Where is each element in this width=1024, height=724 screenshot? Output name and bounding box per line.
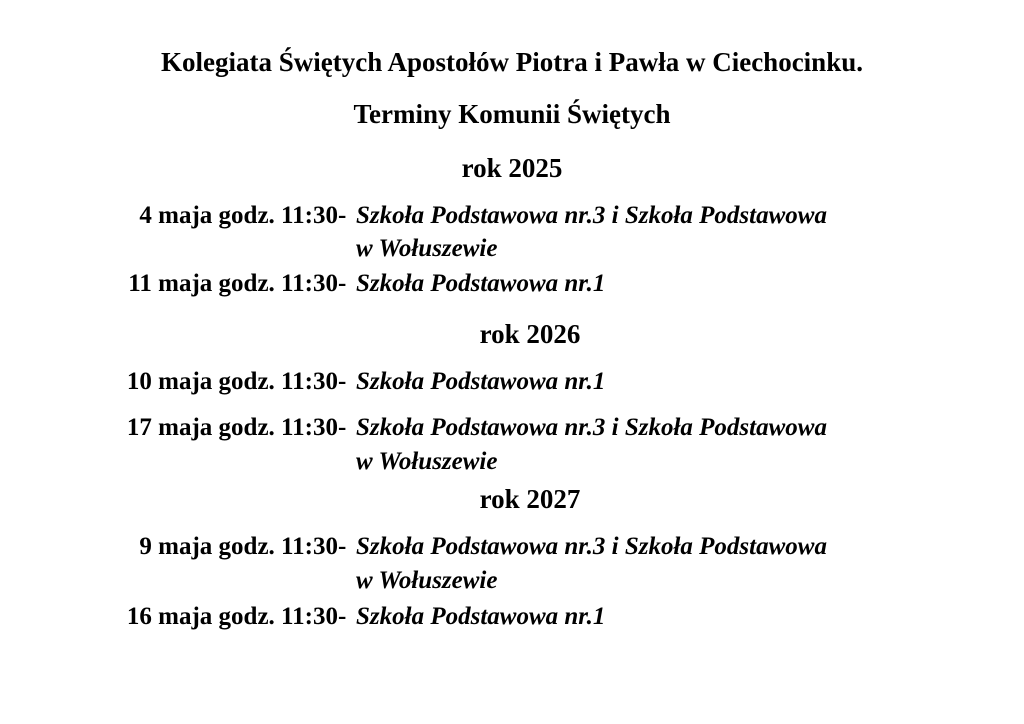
schedule-entry: [0, 202, 1024, 236]
document-title: Kolegiata Świętych Apostołów Piotra i Pawła w Ciechocinku.: [161, 47, 863, 77]
entry-school-continuation: w Wołuszewie: [356, 567, 498, 594]
entry-date: 4 maja godz. 11:30: [139, 202, 338, 229]
schedule-entry: [0, 603, 1024, 637]
entry-dash: -: [338, 270, 347, 297]
entry-school: Szkoła Podstawowa nr.1: [356, 603, 606, 630]
entry-school: Szkoła Podstawowa nr.3 i Szkoła Podstawowa: [356, 202, 827, 229]
entry-date: 9 maja godz. 11:30: [139, 533, 338, 560]
entry-school-continuation: w Wołuszewie: [356, 235, 498, 262]
entry-date: 11 maja godz. 11:30: [128, 270, 338, 297]
entry-dash: -: [338, 603, 347, 630]
year-heading-2026: rok 2026: [479, 319, 581, 349]
entry-dash: -: [338, 368, 347, 395]
year-heading-2025: rok 2025: [461, 153, 563, 183]
entry-date: 17 maja godz. 11:30: [126, 414, 338, 441]
document-subtitle: Terminy Komunii Świętych: [353, 99, 671, 129]
entry-dash: -: [338, 533, 347, 560]
schedule-entry: [0, 368, 1024, 402]
entry-school: Szkoła Podstawowa nr.1: [356, 270, 606, 297]
entry-dash: -: [338, 414, 347, 441]
schedule-entry: [0, 533, 1024, 567]
schedule-entry: [0, 270, 1024, 304]
schedule-entry: [0, 414, 1024, 448]
entry-dash: -: [338, 202, 347, 229]
year-heading-2027: rok 2027: [479, 484, 581, 514]
entry-school-continuation: w Wołuszewie: [356, 448, 498, 475]
entry-date: 10 maja godz. 11:30: [126, 368, 338, 395]
entry-school: Szkoła Podstawowa nr.1: [356, 368, 606, 395]
entry-date: 16 maja godz. 11:30: [126, 603, 338, 630]
entry-school: Szkoła Podstawowa nr.3 i Szkoła Podstawowa: [356, 533, 827, 560]
entry-school: Szkoła Podstawowa nr.3 i Szkoła Podstawowa: [356, 414, 827, 441]
